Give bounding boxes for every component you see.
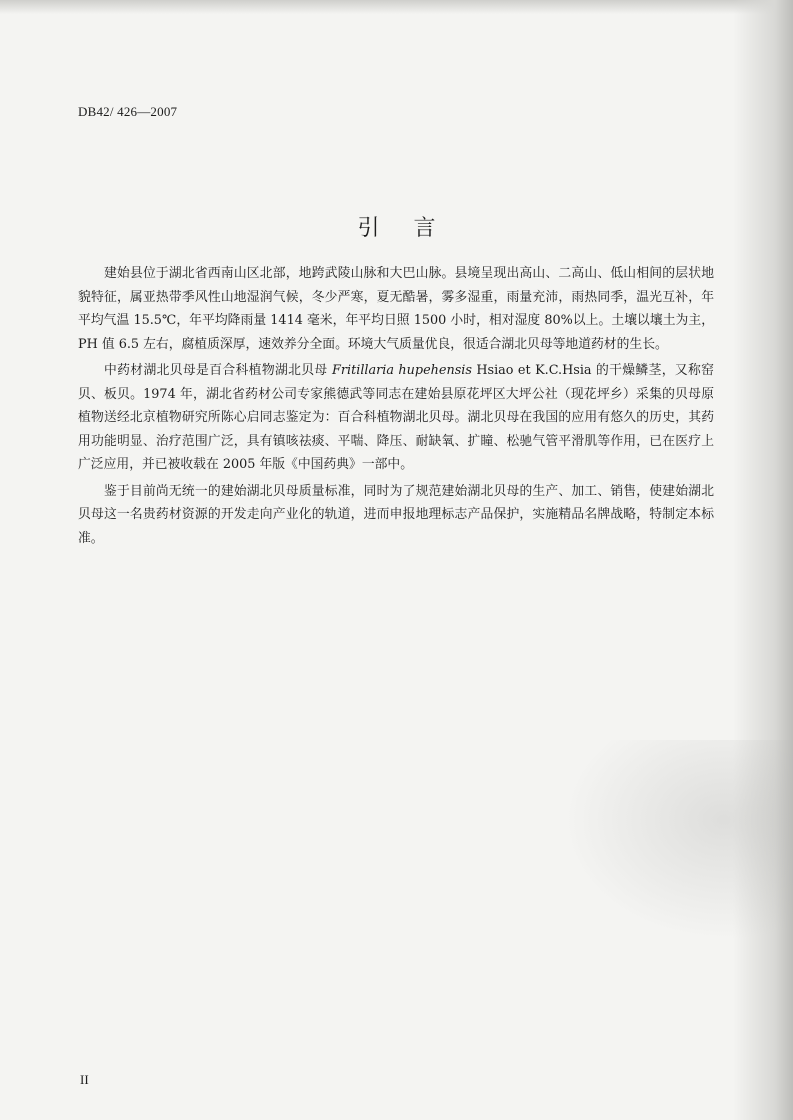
body-text bbox=[78, 262, 714, 553]
page-title: 引言 bbox=[357, 215, 470, 241]
latin-species-name: Fritillaria hupehensis bbox=[332, 363, 472, 378]
page-number: II bbox=[80, 1072, 89, 1087]
paragraph-origin-rest: Hsiao et K.C.Hsia 的干燥鳞茎，又称窑贝、板贝。1974 年，湖北省药材公司专家熊德武等同志在建始县原花坪区大坪公社（现花坪乡）采集的贝母原植物送经北京植物研究所陈心启同志鉴定为：百合科植物湖北贝母。湖北贝母在我国的应用有悠久的历史，其药用功能明显、治疗范围广泛，具有镇咳祛痰、平喘、降压、耐缺氧、扩瞳、松驰气管平滑肌等作用，已在医疗上广泛应用，并已被收载在 2005 年版《中国药典》一部中。 bbox=[78, 363, 714, 472]
paragraph-origin-lead: 中药材湖北贝母是百合科植物湖北贝母 bbox=[104, 363, 332, 378]
scan-shadow-right bbox=[733, 0, 793, 1120]
document-code: DB42/ 426—2007 bbox=[78, 104, 178, 119]
paragraph-origin bbox=[78, 359, 714, 477]
paragraph-location: 建始县位于湖北省西南山区北部，地跨武陵山脉和大巴山脉。县境呈现出高山、二高山、低山相间的层状地貌特征，属亚热带季风性山地湿润气候，冬少严寒，夏无酷暑，雾多湿重，雨量充沛，雨热同季，温光互补，年平均气温 15.5℃，年平均降雨量 1414 毫米，年平均日照 1500 小时，相对湿度 80%以上。土壤以壤土为主，PH 值 6.5 左右，腐植质深厚，速效养分全面。环境大气质量优良，很适合湖北贝母等地道药材的生长。 bbox=[78, 266, 714, 352]
scan-shadow-top bbox=[0, 0, 793, 14]
scan-speckle bbox=[563, 740, 793, 940]
paragraph-purpose: 鉴于目前尚无统一的建始湖北贝母质量标准，同时为了规范建始湖北贝母的生产、加工、销售，使建始湖北贝母这一名贵药材资源的开发走向产业化的轨道，进而申报地理标志产品保护，实施精品名牌战略，特制定本标准。 bbox=[78, 483, 714, 546]
